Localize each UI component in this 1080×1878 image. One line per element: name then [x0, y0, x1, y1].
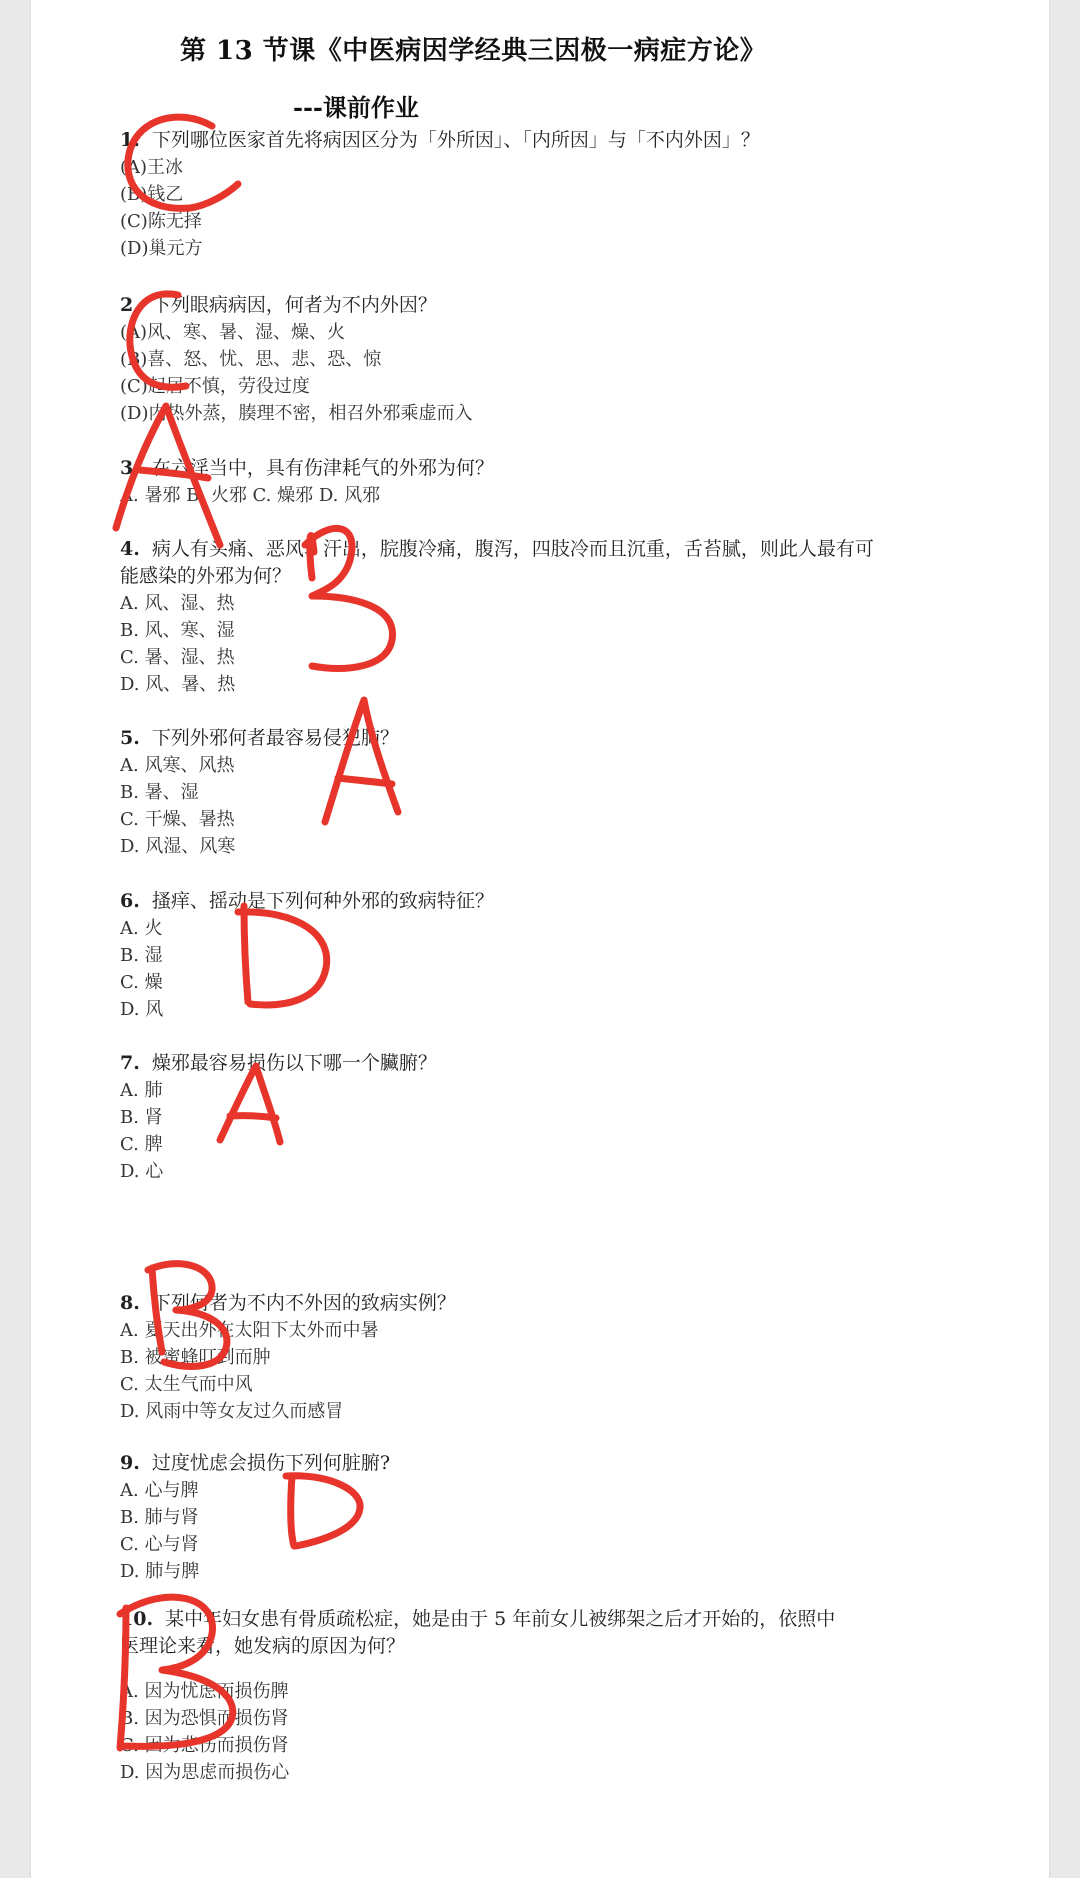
option-d: D. 风湿、风寒 — [120, 836, 236, 857]
question-6 — [120, 888, 1000, 1023]
option-d: D. 肺与脾 — [120, 1561, 200, 1582]
option-a: A. 火 — [120, 918, 163, 939]
question-8 — [120, 1290, 1000, 1425]
option-d: (D)内热外蒸，腠理不密，相召外邪乘虚而入 — [120, 403, 473, 424]
question-10 — [120, 1606, 850, 1786]
question-text: 下列何者为不内不外因的致病实例？ — [151, 1292, 456, 1314]
question-stem — [120, 127, 1000, 154]
option-b: B. 肺与肾 — [120, 1507, 199, 1528]
question-number: 5. — [120, 727, 140, 749]
question-text: 病人有头痛、恶风、汗出，脘腹冷痛，腹泻，四肢冷而且沉重，舌苔腻，则此人最有可能感染的外邪为何？ — [120, 538, 874, 587]
question-text: 某中年妇女患有骨质疏松症，她是由于 5 年前女儿被绑架之后才开始的，依照中医理论来看，她发病的原因为何？ — [120, 1608, 836, 1657]
question-text: 搔痒、摇动是下列何种外邪的致病特征？ — [151, 890, 494, 912]
question-stem — [120, 455, 1000, 482]
option-d: D. 风雨中等女友过久而感冒 — [120, 1401, 344, 1422]
question-number: 6. — [120, 890, 140, 912]
option-a: A. 风寒、风热 — [120, 755, 235, 776]
option-b: B. 肾 — [120, 1107, 163, 1128]
question-number: 10. — [120, 1608, 154, 1630]
document-title: 第 13 节课《中医病因学经典三因极一病症方论》 — [180, 36, 767, 66]
option-a: A. 因为忧虑而损伤脾 — [120, 1681, 289, 1702]
question-4 — [120, 536, 890, 698]
question-stem — [120, 1050, 1000, 1077]
document-subtitle: ---课前作业 — [293, 93, 419, 122]
option-a: (A)风、寒、暑、湿、燥、火 — [120, 322, 346, 343]
option-d: (D)巢元方 — [120, 238, 203, 259]
option-c: C. 因为悲伤而损伤肾 — [120, 1735, 289, 1756]
option-c: (C)起居不慎，劳役过度 — [120, 376, 310, 397]
question-stem — [120, 1450, 1000, 1477]
question-stem — [120, 536, 890, 590]
question-number: 2. — [120, 294, 140, 316]
option-b: B. 风、寒、湿 — [120, 620, 235, 641]
question-number: 3. — [120, 457, 140, 479]
question-number: 4. — [120, 538, 140, 560]
question-3 — [120, 455, 1000, 509]
option-a: A. 肺 — [120, 1080, 163, 1101]
question-1 — [120, 127, 1000, 262]
option-c: (C)陈无择 — [120, 211, 202, 232]
option-c: C. 脾 — [120, 1134, 163, 1155]
question-text: 下列外邪何者最容易侵犯肺？ — [151, 727, 399, 749]
option-b: (B)喜、怒、忧、思、悲、恐、惊 — [120, 349, 382, 370]
question-number: 1. — [120, 129, 140, 151]
option-d: D. 因为思虑而损伤心 — [120, 1762, 290, 1783]
question-text: 在六淫当中，具有伤津耗气的外邪为何？ — [151, 457, 494, 479]
option-a: A. 心与脾 — [120, 1480, 199, 1501]
question-stem — [120, 1606, 850, 1660]
question-text: 下列眼病病因，何者为不内外因？ — [151, 294, 437, 316]
question-2 — [120, 292, 1000, 427]
question-number: 9. — [120, 1452, 140, 1474]
question-number: 7. — [120, 1052, 140, 1074]
option-c: C. 干燥、暑热 — [120, 809, 235, 830]
question-stem — [120, 292, 1000, 319]
question-7 — [120, 1050, 1000, 1185]
question-number: 8. — [120, 1292, 140, 1314]
option-a: A. 夏天出外在太阳下太外而中暑 — [120, 1320, 379, 1341]
option-b: B. 暑、湿 — [120, 782, 199, 803]
question-stem — [120, 725, 1000, 752]
option-c: C. 心与肾 — [120, 1534, 199, 1555]
question-stem — [120, 1290, 1000, 1317]
option-b: B. 被蜜蜂叮到而肿 — [120, 1347, 271, 1368]
question-text: 下列哪位医家首先将病因区分为「外所因」、「内所因」与「不内外因」？ — [151, 129, 760, 151]
option-line: A. 暑邪 B. 火邪 C. 燥邪 D. 风邪 — [120, 485, 381, 506]
option-d: D. 风 — [120, 999, 164, 1020]
option-b: B. 因为恐惧而损伤肾 — [120, 1708, 289, 1729]
option-a: A. 风、湿、热 — [120, 593, 235, 614]
question-9 — [120, 1450, 1000, 1585]
option-c: C. 燥 — [120, 972, 163, 993]
option-b: B. 湿 — [120, 945, 163, 966]
option-c: C. 暑、湿、热 — [120, 647, 235, 668]
question-text: 过度忧虑会损伤下列何脏腑? — [151, 1452, 391, 1474]
option-a: (A)王冰 — [120, 157, 184, 178]
question-5 — [120, 725, 1000, 860]
option-c: C. 太生气而中风 — [120, 1374, 253, 1395]
question-stem — [120, 888, 1000, 915]
option-d: D. 心 — [120, 1161, 164, 1182]
question-text: 燥邪最容易损伤以下哪一个臟腑？ — [151, 1052, 437, 1074]
option-b: (B)钱乙 — [120, 184, 184, 205]
option-d: D. 风、暑、热 — [120, 674, 236, 695]
